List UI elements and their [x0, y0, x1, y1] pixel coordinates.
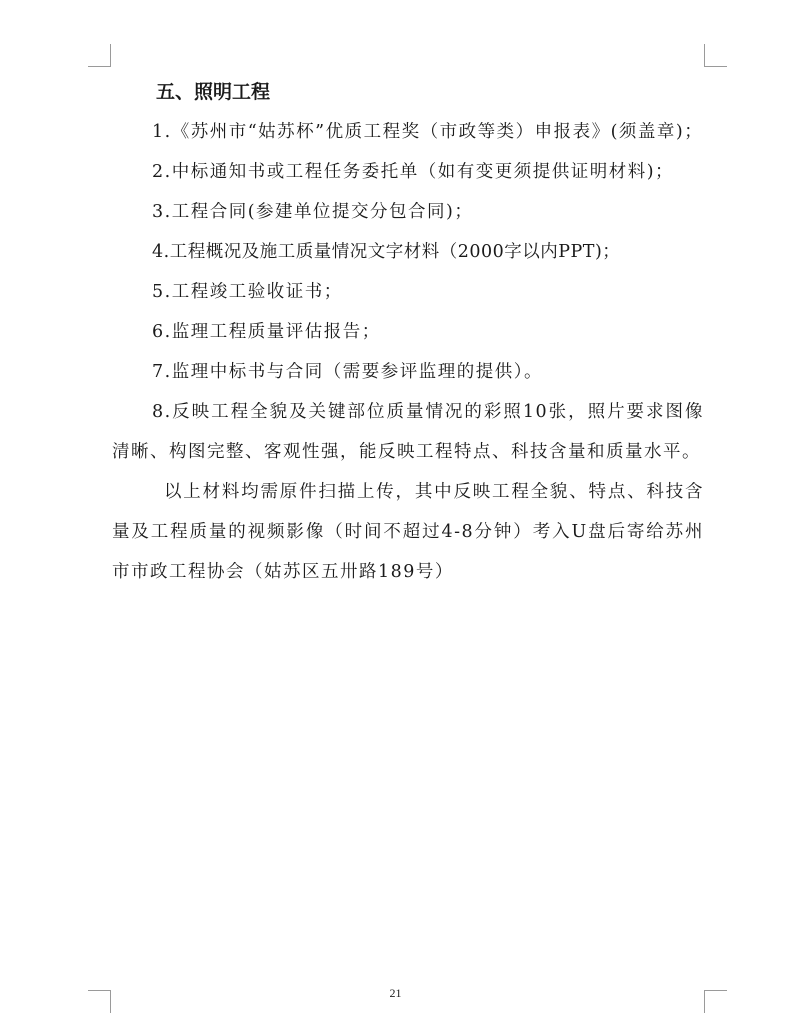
document-body — [112, 72, 704, 592]
crop-mark-top-right — [704, 44, 727, 67]
list-item-1: 1.《苏州市“姑苏杯”优质工程奖（市政等类）申报表》(须盖章)； — [152, 122, 704, 142]
list-item-8: 8.反映工程全貌及关键部位质量情况的彩照10张，照片要求图像清晰、构图完整、客观性强，能反映工程特点、科技含量和质量水平。 — [112, 402, 704, 462]
crop-mark-top-left — [88, 44, 111, 67]
list-item-2: 2.中标通知书或工程任务委托单（如有变更须提供证明材料)； — [152, 162, 675, 182]
list-item-4: 4.工程概况及施工质量情况文字材料（2000字以内PPT)； — [152, 242, 621, 262]
section-heading: 五、照明工程 — [156, 81, 271, 103]
list-item-3: 3.工程合同(参建单位提交分包合同)； — [152, 202, 474, 222]
list-item-5: 5.工程竣工验收证书； — [152, 282, 343, 302]
page-number: 21 — [389, 986, 402, 1000]
list-item-7: 7.监理中标书与合同（需要参评监理的提供）。 — [152, 362, 543, 382]
list-item-6: 6.监理工程质量评估报告； — [152, 322, 381, 342]
closing-note: 以上材料均需原件扫描上传，其中反映工程全貌、特点、科技含量及工程质量的视频影像（时间不超过4-8分钟）考入U盘后寄给苏州市市政工程协会（姑苏区五卅路189号） — [112, 482, 704, 582]
